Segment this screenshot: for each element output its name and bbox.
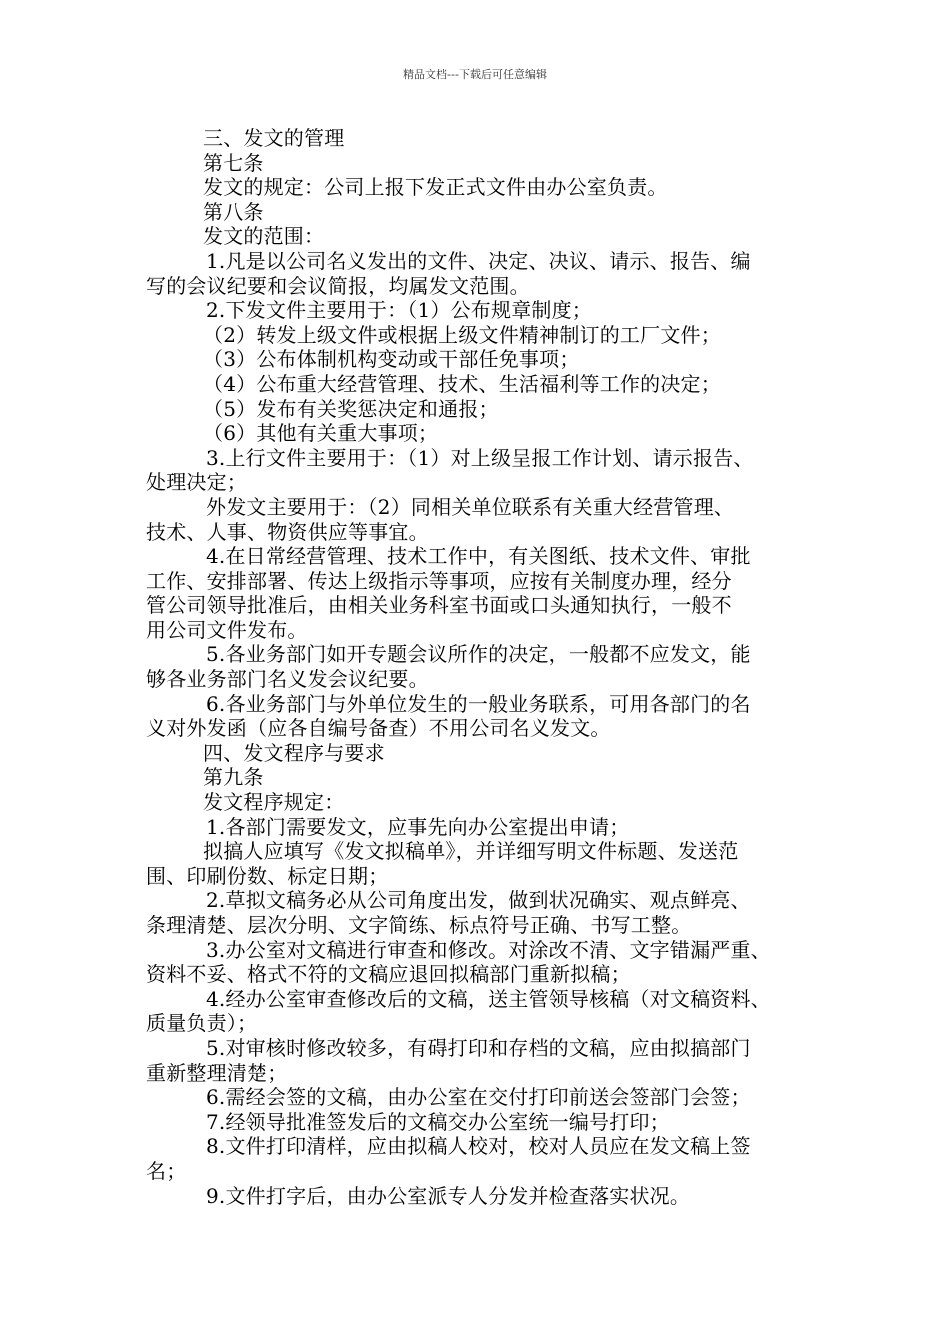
text-line: 拟搞人应填写《发文拟稿单》，并详细写明文件标题、发送范 [203,839,739,864]
text-line: 8.文件打印清样，应由拟稿人校对，校对人员应在发文稿上签 [206,1134,751,1159]
text-line: （6）其他有关重大事项； [203,421,439,446]
text-line: 5.各业务部门如开专题会议所作的决定，一般都不应发文，能 [206,642,751,667]
text-line: 管公司领导批准后，由相关业务科室书面或口头通知执行，一般不 [146,593,732,618]
text-line: 9.文件打字后，由办公室派专人分发并检查落实状况。 [206,1183,691,1208]
text-line: 工作、安排部署、传达上级指示等事项，应按有关制度办理，经分 [146,568,732,593]
text-line: 名； [146,1158,187,1183]
text-line: 5.对审核时修改较多，有碍打印和存档的文稿，应由拟搞部门 [206,1035,751,1060]
text-line: 四、发文程序与要求 [203,740,385,765]
text-line: 发文的范围： [203,224,325,249]
text-line: 资料不妥、格式不符的文稿应退回拟稿部门重新拟稿； [146,962,631,987]
text-line: （3）公布体制机构变动或干部任免事项； [203,347,580,372]
text-line: 3.办公室对文稿进行审查和修改。对涂改不清、文字错漏严重、 [206,937,771,962]
text-line: 技术、人事、物资供应等事宜。 [146,519,429,544]
text-line: 外发文主要用于：（2）同相关单位联系有关重大经营管理、 [206,494,735,519]
text-line: 4.在日常经营管理、技术工作中，有关图纸、技术文件、审批 [206,544,751,569]
text-line: 条理清楚、层次分明、文字简练、标点符号正确、书写工整。 [146,913,692,937]
text-line: 3.上行文件主要用于：（1）对上级呈报工作计划、请示报告、 [206,445,754,470]
text-line: 三、发文的管理 [203,126,345,150]
text-line: 1.各部门需要发文，应事先向办公室提出申请； [206,814,630,839]
text-line: 第七条 [203,150,264,175]
text-line: 第九条 [203,765,264,790]
text-line: 够各业务部门名义发会议纪要。 [146,667,429,692]
text-line: 发文程序规定： [203,790,345,815]
text-line: 处理决定； [146,470,247,495]
text-line: （2）转发上级文件或根据上级文件精神制订的工厂文件； [203,322,721,347]
text-line: 4.经办公室审查修改后的文稿，送主管领导核稿（对文稿资料、 [206,986,771,1011]
text-line: （5）发布有关奖惩决定和通报； [203,396,499,421]
text-line: 6.需经会签的文稿，由办公室在交付打印前送会签部门会签； [206,1085,751,1110]
text-line: 1.凡是以公司名义发出的文件、决定、决议、请示、报告、编 [206,248,751,273]
page-header: 精品文档---下载后可任意编辑 [403,68,547,81]
text-line: 用公司文件发布。 [146,617,308,642]
text-line: 发文的规定：公司上报下发正式文件由办公室负责。 [203,175,668,200]
text-line: 6.各业务部门与外单位发生的一般业务联系，可用各部门的名 [206,691,751,716]
text-line: 2.草拟文稿务必从公司角度出发，做到状况确实、观点鲜亮、 [206,888,751,913]
text-line: 7.经领导批准签发后的文稿交办公室统一编号打印； [206,1109,670,1134]
text-line: 质量负责）； [146,1011,258,1036]
text-line: 2.下发文件主要用于：（1）公布规章制度； [206,298,593,323]
text-line: 义对外发函（应各自编号备查）不用公司名义发文。 [146,716,611,741]
document-body [146,126,826,1208]
text-line: 第八条 [203,199,264,224]
text-line: 围、印刷份数、标定日期； [146,863,389,888]
text-line: （4）公布重大经营管理、技术、生活福利等工作的决定； [203,371,721,396]
text-line: 写的会议纪要和会议简报，均属发文范围。 [146,273,530,298]
text-line: 重新整理清楚； [146,1060,288,1085]
